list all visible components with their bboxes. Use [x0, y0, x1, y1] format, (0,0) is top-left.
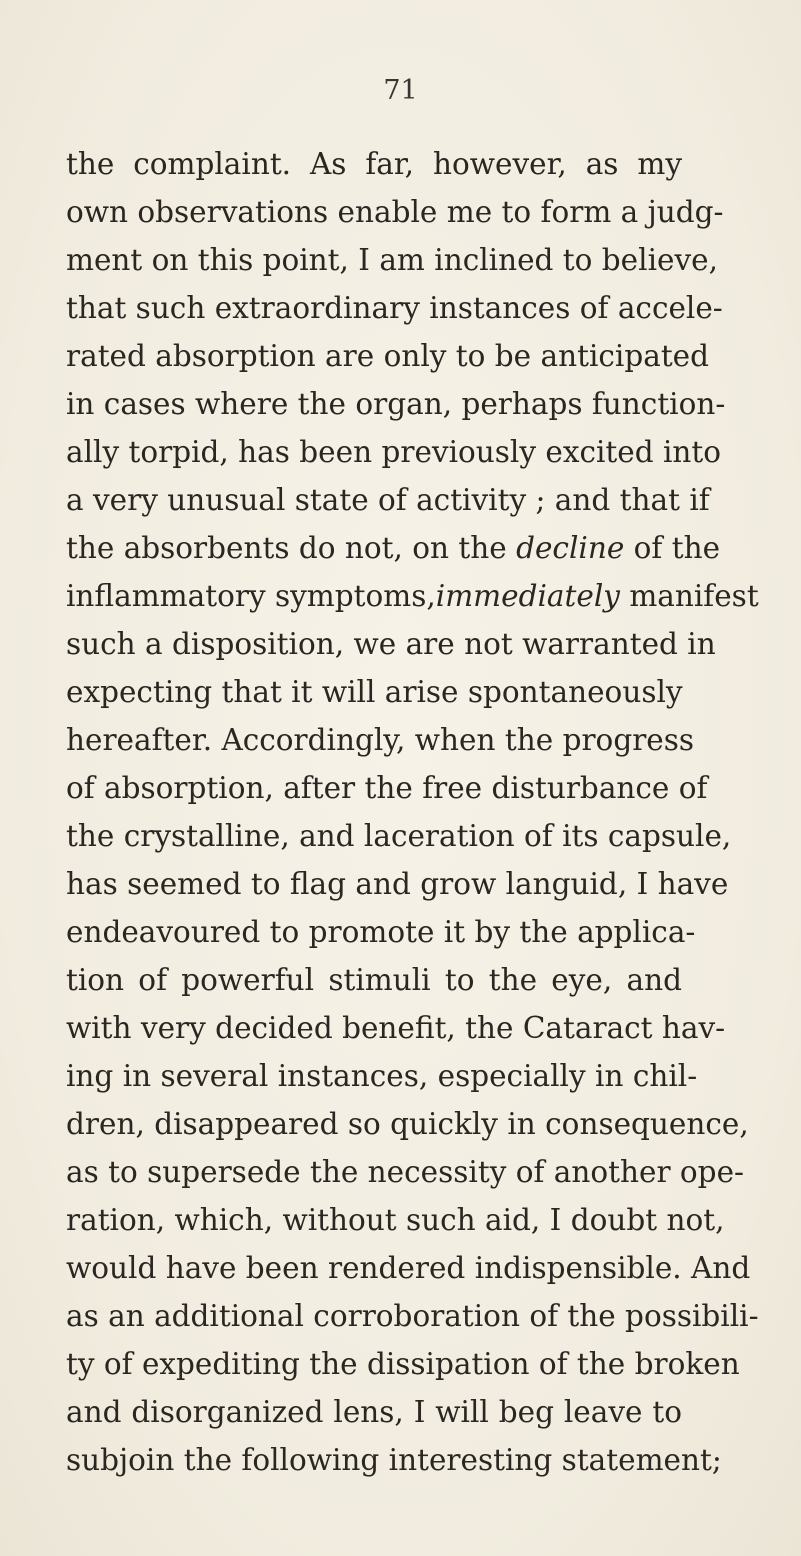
text-segment: such a disposition, we are not warranted in: [66, 627, 716, 661]
text-segment: tion of powerful stimuli to the eye, and: [66, 963, 682, 997]
text-line: [66, 1340, 740, 1388]
text-line: [66, 1436, 722, 1484]
text-segment: and disorganized lens, I will beg leave to: [66, 1395, 682, 1429]
text-line: [66, 1196, 725, 1244]
text-line: [66, 332, 710, 380]
text-line: [66, 140, 682, 188]
text-segment: that such extraordinary instances of accele-: [66, 291, 723, 325]
text-segment: ration, which, without such aid, I doubt not,: [66, 1203, 725, 1237]
text-line: [66, 236, 718, 284]
text-line: [66, 620, 716, 668]
text-line: [66, 188, 724, 236]
text-segment: endeavoured to promote it by the applica-: [66, 915, 696, 949]
text-line: [66, 476, 710, 524]
text-segment: expecting that it will arise spontaneously: [66, 675, 683, 709]
text-segment: the complaint. As far, however, as my: [66, 147, 682, 181]
text-segment: subjoin the following interesting statement;: [66, 1443, 722, 1477]
text-segment: of the: [624, 531, 721, 565]
text-line: [66, 860, 729, 908]
text-segment: the absorbents do not, on the: [66, 531, 517, 565]
body-text: [66, 140, 759, 1484]
text-line: [66, 1100, 749, 1148]
text-line: [66, 716, 695, 764]
text-line: [66, 284, 723, 332]
italic-text: decline: [516, 531, 625, 565]
text-segment: as an additional corroboration of the possibili-: [66, 1299, 759, 1333]
text-line: [66, 812, 732, 860]
text-line: [66, 1292, 759, 1340]
text-segment: rated absorption are only to be anticipated: [66, 339, 710, 373]
text-segment: manifest: [619, 579, 759, 613]
text-line: [66, 380, 726, 428]
text-segment: dren, disappeared so quickly in consequence,: [66, 1107, 749, 1141]
text-line: [66, 1244, 751, 1292]
text-line: [66, 572, 759, 620]
text-segment: with very decided benefit, the Cataract hav-: [66, 1011, 726, 1045]
text-segment: inflammatory symptoms,: [66, 579, 436, 613]
text-line: [66, 428, 722, 476]
text-segment: ing in several instances, especially in chil-: [66, 1059, 698, 1093]
text-segment: would have been rendered indispensible. And: [66, 1251, 751, 1285]
text-line: [66, 1052, 698, 1100]
text-line: [66, 668, 682, 716]
text-segment: ty of expediting the dissipation of the broken: [66, 1347, 740, 1381]
text-segment: ment on this point, I am inclined to believe,: [66, 243, 718, 277]
text-segment: hereafter. Accordingly, when the progress: [66, 723, 695, 757]
text-segment: own observations enable me to form a judg-: [66, 195, 724, 229]
text-line: [66, 1388, 682, 1436]
page-number: 71: [383, 75, 418, 106]
text-line: [66, 956, 682, 1004]
text-line: [66, 524, 721, 572]
italic-text: immediately: [435, 579, 620, 613]
text-segment: of absorption, after the free disturbance of: [66, 771, 708, 805]
text-segment: has seemed to flag and grow languid, I have: [66, 867, 729, 901]
text-line: [66, 764, 708, 812]
text-segment: in cases where the organ, perhaps function-: [66, 387, 726, 421]
text-segment: ally torpid, has been previously excited into: [66, 435, 722, 469]
text-segment: as to supersede the necessity of another ope-: [66, 1155, 744, 1189]
text-line: [66, 908, 696, 956]
text-line: [66, 1148, 744, 1196]
text-segment: the crystalline, and laceration of its capsule,: [66, 819, 732, 853]
text-line: [66, 1004, 726, 1052]
text-segment: a very unusual state of activity ; and that if: [66, 483, 710, 517]
